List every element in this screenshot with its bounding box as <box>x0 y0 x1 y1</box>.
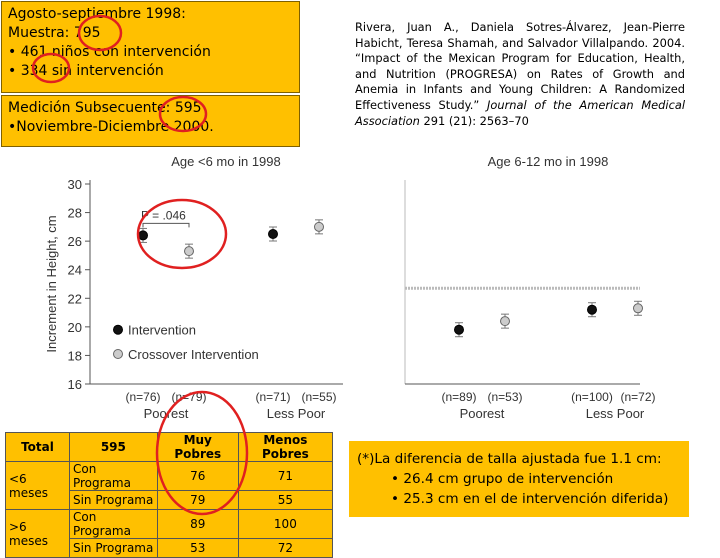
y-tick-label: 26 <box>67 234 82 250</box>
note-item: • 26.4 cm grupo de intervención <box>391 471 614 487</box>
category-label: Less Poor <box>266 406 326 421</box>
followup-line: Medición Subsecuente: 595 <box>8 100 202 116</box>
table-header-cell: Total <box>6 433 70 462</box>
legend-label: Intervention <box>128 322 196 338</box>
group-label: >6 meses <box>6 510 70 558</box>
chart-title: Age 6-12 mo in 1998 <box>487 154 609 169</box>
legend-marker <box>114 350 123 359</box>
category-n-label: (n=79) <box>171 390 207 404</box>
highlight-circle <box>33 54 69 82</box>
table-header-cell: Menos Pobres <box>238 433 332 462</box>
data-point <box>455 325 464 334</box>
table-cell: 53 <box>157 539 238 558</box>
table-cell: 72 <box>238 539 332 558</box>
y-axis-label: Increment in Height, cm <box>44 215 59 353</box>
summary-line: Muestra: 795 <box>8 25 101 41</box>
category-n-label: (n=72) <box>620 390 656 404</box>
y-tick-label: 22 <box>67 291 82 307</box>
data-point <box>269 230 278 239</box>
category-n-label: (n=100) <box>571 390 613 404</box>
category-n-label: (n=71) <box>255 390 291 404</box>
significance-bracket <box>143 223 189 227</box>
note-item: • 25.3 cm en el de intervención diferida) <box>391 491 669 507</box>
summary-line: • 334 sin intervención <box>8 63 164 79</box>
category-label: Poorest <box>143 406 189 421</box>
row-label: Sin Programa <box>69 539 157 558</box>
citation-text: Rivera, Juan A., Daniela Sotres-Álvarez, Jean-Pierre Habicht, Teresa Shamah, and Salvador Villalpando. 2004. “Impact of the Mexican Program for Education, Health, and Nutrition (PROGRESA) on Rates of Growth and Anemia in Infants and Young Children: A Randomized Effectiveness Study.” <box>355 20 685 112</box>
summary-line: • 461 niños con intervención <box>8 44 211 60</box>
y-tick-label: 16 <box>67 377 82 392</box>
note-main: (*)La diferencia de talla ajustada fue 1.1 cm: <box>357 451 662 467</box>
table-cell: 76 <box>157 462 238 491</box>
row-label: Con Programa <box>69 510 157 539</box>
table-cell: 55 <box>238 491 332 510</box>
data-point <box>315 222 324 231</box>
data-point <box>501 317 510 326</box>
table-cell: 71 <box>238 462 332 491</box>
data-point <box>185 247 194 256</box>
summary-line: Agosto-septiembre 1998: <box>8 6 186 22</box>
data-point <box>588 305 597 314</box>
citation-tail: 291 (21): 2563–70 <box>419 113 529 128</box>
y-tick-label: 30 <box>67 177 82 192</box>
row-label: Con Programa <box>69 462 157 491</box>
p-value-annotation: P = .046 <box>141 208 186 223</box>
highlight-circle <box>160 97 206 131</box>
highlight-circle <box>157 392 247 514</box>
chart-title: Age <6 mo in 1998 <box>171 154 281 169</box>
y-tick-label: 18 <box>67 348 82 364</box>
group-label: <6 meses <box>6 462 70 510</box>
category-n-label: (n=76) <box>125 390 161 404</box>
table-cell: 89 <box>157 510 238 539</box>
citation-journal: Journal of the American Medical Association <box>355 97 685 128</box>
category-label: Less Poor <box>585 406 645 421</box>
category-n-label: (n=53) <box>487 390 523 404</box>
row-label: Sin Programa <box>69 491 157 510</box>
y-tick-label: 28 <box>67 205 82 221</box>
y-tick-label: 20 <box>67 319 82 335</box>
y-tick-label: 24 <box>67 262 82 278</box>
table-header-cell: Muy Pobres <box>157 433 238 462</box>
followup-line: •Noviembre-Diciembre 2000. <box>8 119 214 135</box>
legend-label: Crossover Intervention <box>128 347 259 362</box>
data-point <box>634 304 643 313</box>
table-cell: 100 <box>238 510 332 539</box>
legend-marker <box>114 325 123 334</box>
table-header-cell: 595 <box>69 433 157 462</box>
table-cell: 79 <box>157 491 238 510</box>
category-n-label: (n=89) <box>441 390 477 404</box>
category-n-label: (n=55) <box>301 390 337 404</box>
highlight-circle <box>79 16 121 50</box>
category-label: Poorest <box>459 406 505 421</box>
data-point <box>139 231 148 240</box>
